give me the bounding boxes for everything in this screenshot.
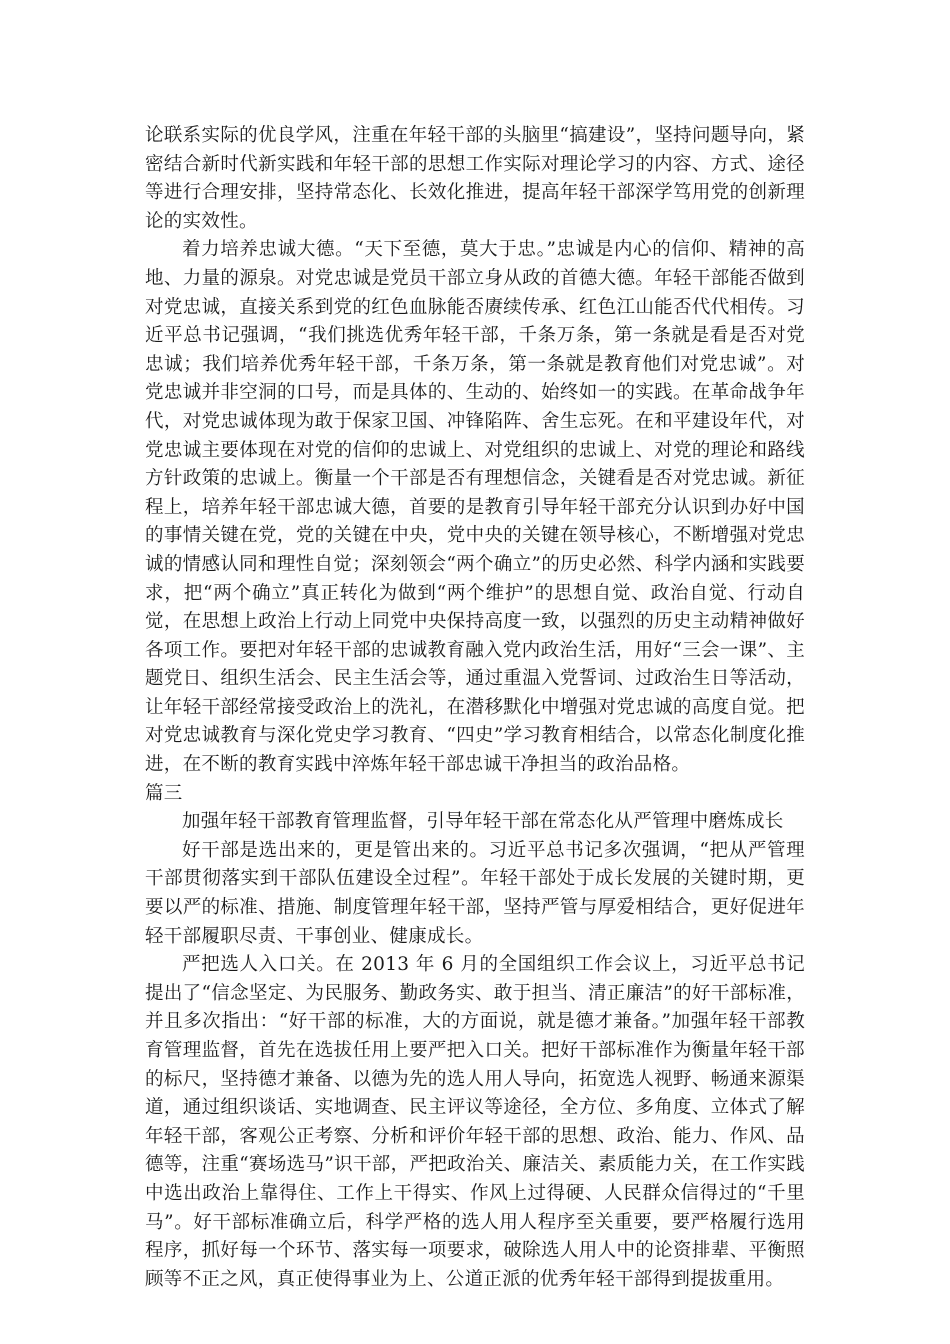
paragraph-1: 论联系实际的优良学风，注重在年轻干部的头脑里“搞建设”，坚持问题导向，紧密结合新时代新实践和年轻干部的思想工作实际对理论学习的内容、方式、途径等进行合理安排，坚持常态化、长效化推进，提高年轻干部深学笃用党的创新理论的实效性。 <box>145 125 805 232</box>
section-title: 加强年轻干部教育管理监督，引导年轻干部在常态化从严管理中磨炼成长 <box>182 811 784 833</box>
paragraph-2: 着力培养忠诚大德。“天下至德，莫大于忠。”忠诚是内心的信仰、精神的高地、力量的源泉。对党忠诚是党员干部立身从政的首德大德。年轻干部能否做到对党忠诚，直接关系到党的红色血脉能否赓续传承、红色江山能否代代相传。习近平总书记强调，“我们挑选优秀年轻干部，千条万条，第一条就是看是否对党忠诚；我们培养优秀年轻干部，千条万条，第一条就是教育他们对党忠诚”。对党忠诚并非空洞的口号，而是具体的、生动的、始终如一的实践。在革命战争年代，对党忠诚体现为敢于保家卫国、冲锋陷阵、舍生忘死。在和平建设年代，对党忠诚主要体现在对党的信仰的忠诚上、对党组织的忠诚上、对党的理论和路线方针政策的忠诚上。衡量一个干部是否有理想信念，关键看是否对党忠诚。新征程上，培养年轻干部忠诚大德，首要的是教育引导年轻干部充分认识到办好中国的事情关键在党，党的关键在中央，党中央的关键在领导核心，不断增强对党忠诚的情感认同和理性自觉；深刻领会“两个确立”的历史必然、科学内涵和实践要求，把“两个确立”真正转化为做到“两个维护”的思想自觉、政治自觉、行动自觉，在思想上政治上行动上同党中央保持高度一致，以强烈的历史主动精神做好各项工作。要把对年轻干部的忠诚教育融入党内政治生活，用好“三会一课”、主题党日、组织生活会、民主生活会等，通过重温入党誓词、过政治生日等活动，让年轻干部经常接受政治上的洗礼，在潜移默化中增强对党忠诚的高度自觉。把对党忠诚教育与深化党史学习教育、“四史”学习教育相结合，以常态化制度化推进，在不断的教育实践中淬炼年轻干部忠诚干净担当的政治品格。 <box>145 239 805 776</box>
document-body <box>145 122 805 1294</box>
section-heading: 篇三 <box>145 782 183 804</box>
paragraph-4: 严把选人入口关。在 2013 年 6 月的全国组织工作会议上，习近平总书记提出了“信念坚定、为民服务、勤政务实、敢于担当、清正廉洁”的好干部标准，并且多次指出：“好干部的标准，大的方面说，就是德才兼备。”加强年轻干部教育管理监督，首先在选拔任用上要严把入口关。把好干部标准作为衡量年轻干部的标尺，坚持德才兼备、以德为先的选人用人导向，拓宽选人视野、畅通来源渠道，通过组织谈话、实地调查、民主评议等途径，全方位、多角度、立体式了解年轻干部，客观公正考察、分析和评价年轻干部的思想、政治、能力、作风、品德等，注重“赛场选马”识干部，严把政治关、廉洁关、素质能力关，在工作实践中选出政治上靠得住、工作上干得实、作风上过得硬、人民群众信得过的“千里马”。好干部标准确立后，科学严格的选人用人程序至关重要，要严格履行选用程序，抓好每一个环节、落实每一项要求，破除选人用人中的论资排辈、平衡照顾等不正之风，真正使得事业为上、公道正派的优秀年轻干部得到提拔重用。 <box>145 954 805 1290</box>
paragraph-3: 好干部是选出来的，更是管出来的。习近平总书记多次强调，“把从严管理干部贯彻落实到干部队伍建设全过程”。年轻干部处于成长发展的关键时期，更要以严的标准、措施、制度管理年轻干部，坚持严管与厚爱相结合，更好促进年轻干部履职尽责、干事创业、健康成长。 <box>145 839 805 947</box>
